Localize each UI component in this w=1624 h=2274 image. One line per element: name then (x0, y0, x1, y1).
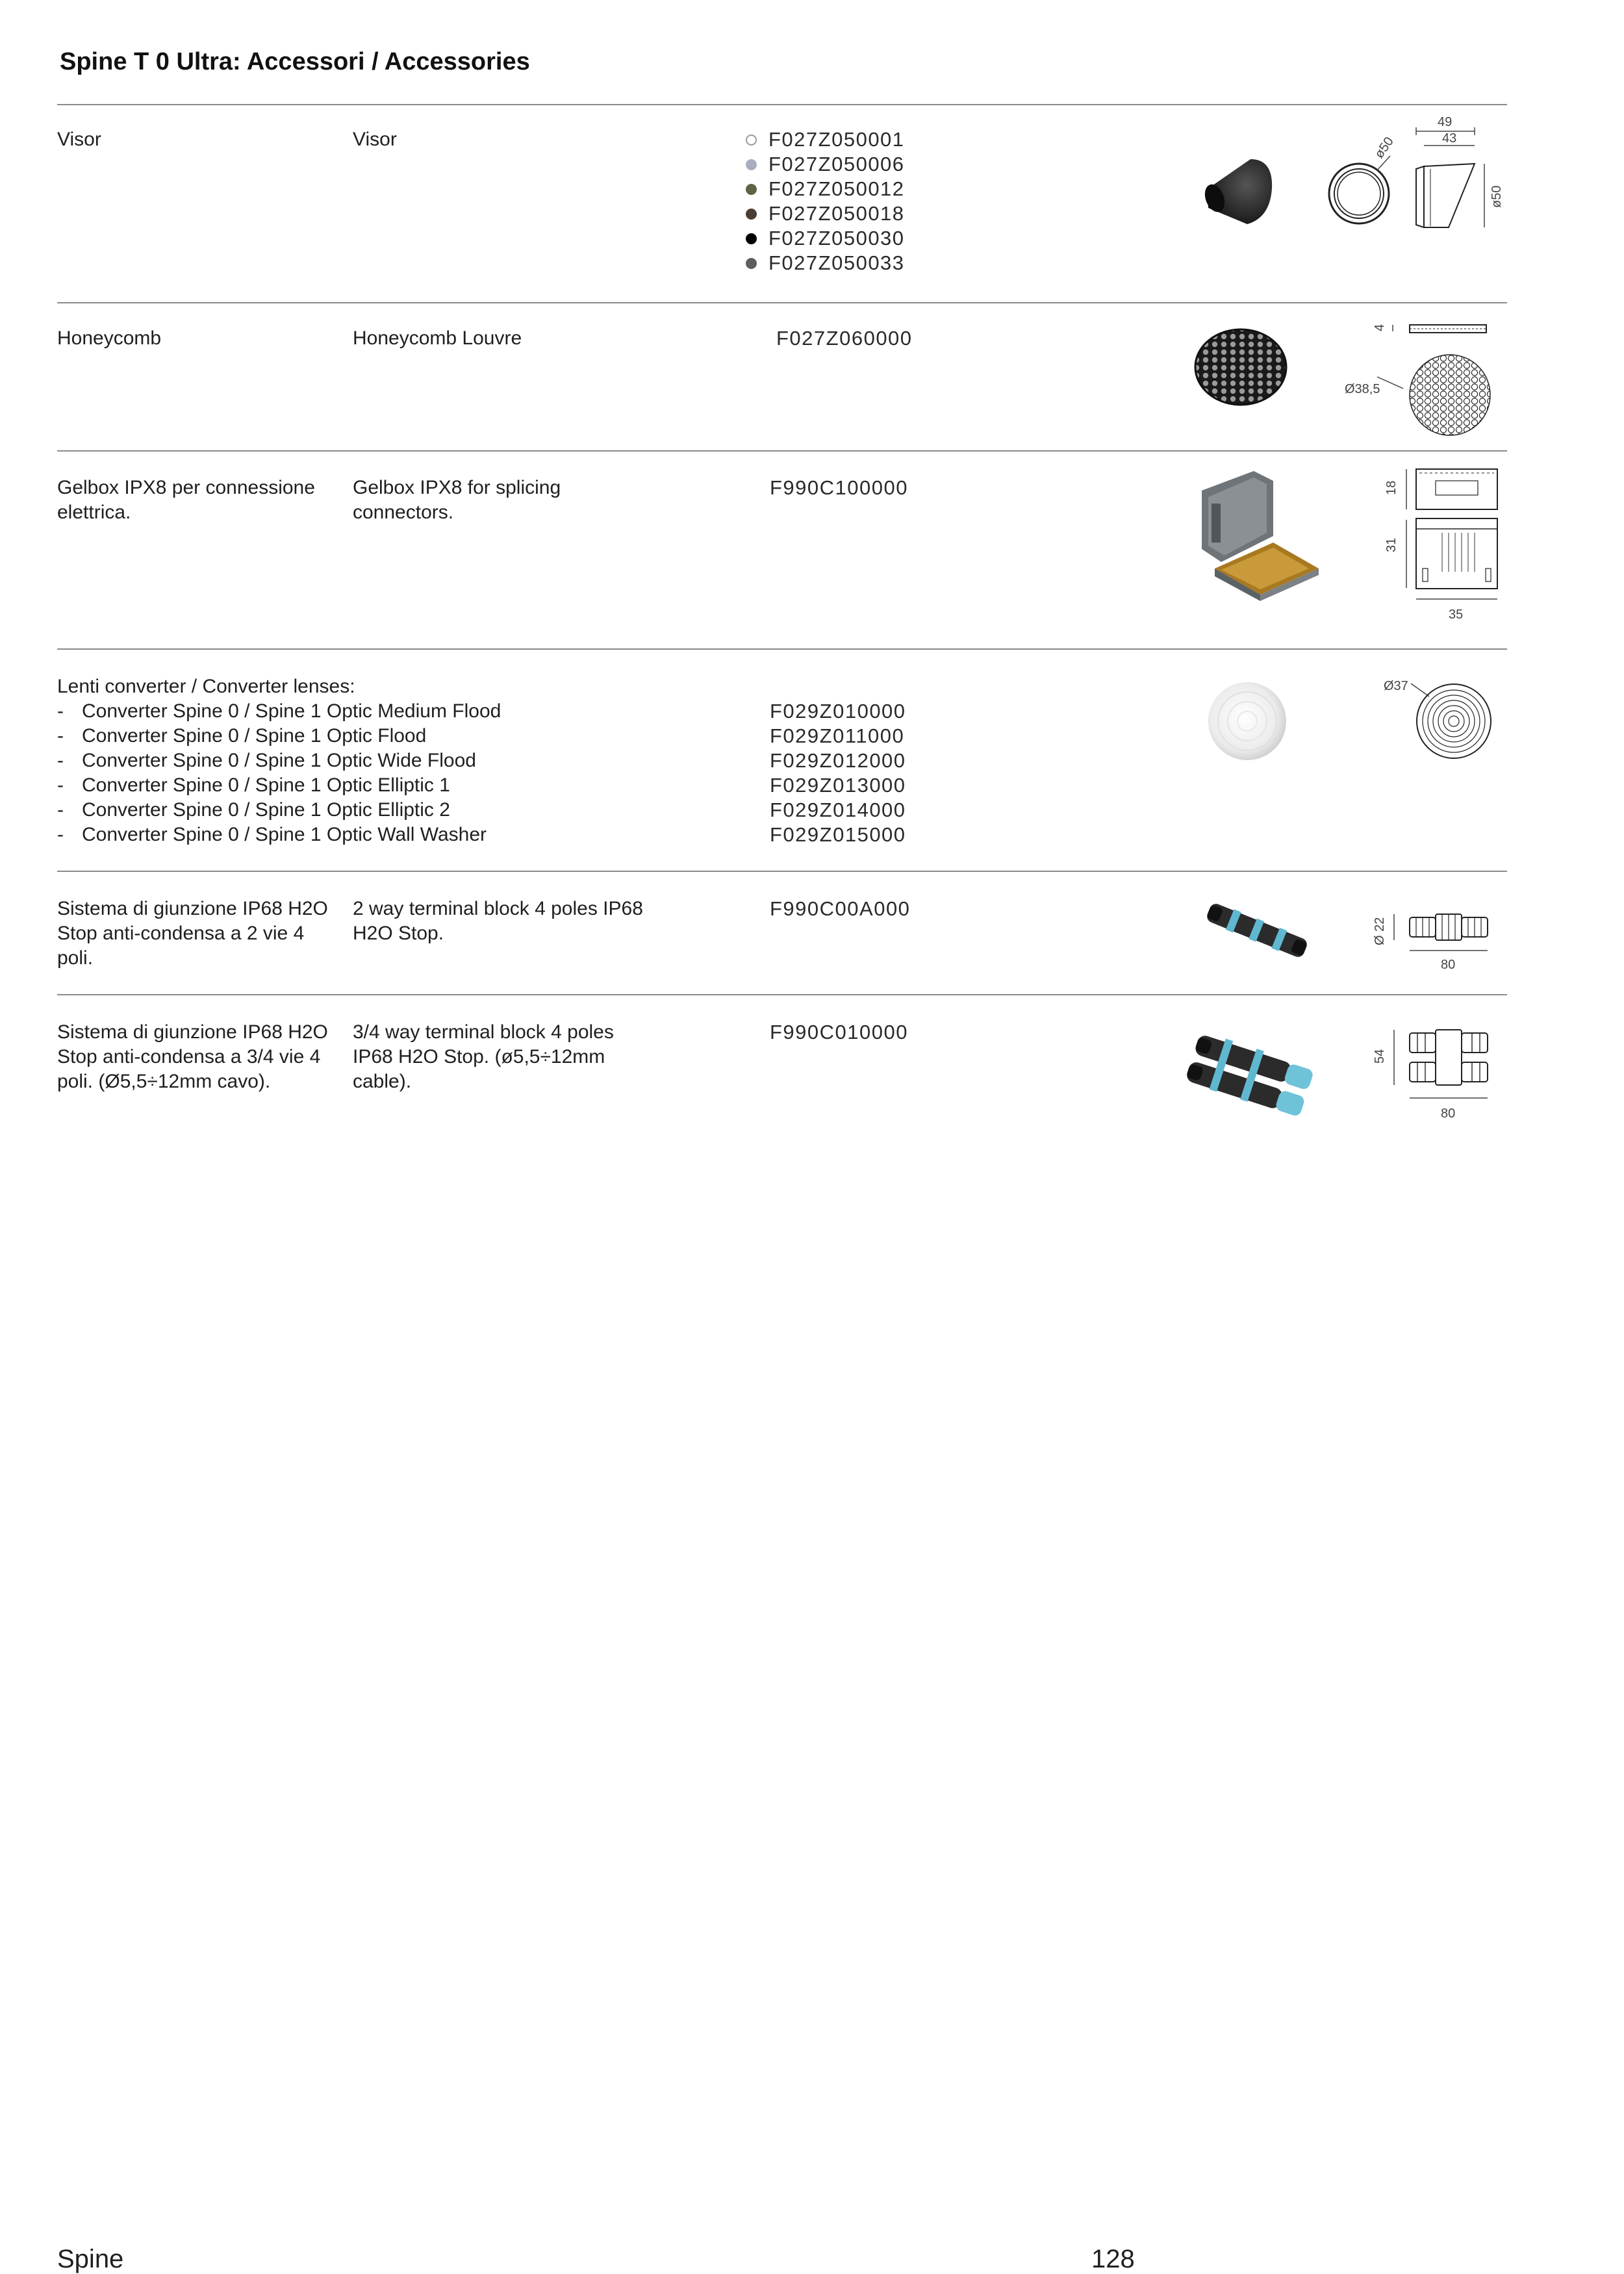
visor-name-en: Visor (353, 129, 397, 150)
list-item: - Converter Spine 0 / Spine 1 Optic Medium Flood (57, 700, 501, 722)
visor-code-item: F027Z050030 (746, 226, 905, 251)
gelbox-h2-label: 31 (1384, 537, 1399, 552)
lenses-block (57, 674, 707, 847)
gelbox-name-en: Gelbox IPX8 for splicing connectors. (353, 477, 561, 523)
color-swatch-icon (746, 184, 757, 195)
junction34-height-label: 54 (1373, 1049, 1387, 1064)
visor-code-item: F027Z050018 (746, 201, 905, 226)
junction34-code: F990C010000 (770, 1021, 908, 1043)
gelbox-width-label: 35 (1449, 607, 1464, 622)
header-divider (57, 104, 1507, 105)
row-divider (57, 994, 1507, 995)
honeycomb-thickness-label: 4 (1373, 324, 1387, 331)
lens-code: F029Z014000 (770, 798, 906, 821)
honeycomb-product-image (1192, 325, 1289, 409)
list-item: - Converter Spine 0 / Spine 1 Optic Elliptic 1 (57, 774, 450, 796)
color-swatch-icon (746, 159, 757, 170)
lens-code: F029Z011000 (770, 724, 905, 747)
visor-code-item: F027Z050006 (746, 152, 905, 177)
gelbox-h1-label: 18 (1384, 480, 1399, 495)
gelbox-code: F990C100000 (770, 476, 908, 499)
lens-technical-drawing (1371, 669, 1501, 773)
honeycomb-name-it: Honeycomb (57, 327, 162, 349)
list-item: - Converter Spine 0 / Spine 1 Optic Elliptic 2 (57, 799, 450, 821)
visor-code-item: F027Z050001 (746, 127, 905, 152)
junction2-technical-drawing (1358, 900, 1507, 978)
visor-technical-drawing (1319, 115, 1504, 240)
junction34-name-en: 3/4 way terminal block 4 poles IP68 H2O Stop. (ø5,5÷12mm cable). (353, 1021, 614, 1092)
honeycomb-diameter-label: Ø38,5 (1345, 382, 1380, 396)
lens-code: F029Z012000 (770, 749, 906, 772)
footer-section-label: Spine (57, 2245, 124, 2273)
honeycomb-technical-drawing (1338, 312, 1507, 442)
junction2-name-it: Sistema di giunzione IP68 H2O Stop anti-condensa a 2 vie 4 poli. (57, 898, 328, 969)
list-item: - Converter Spine 0 / Spine 1 Optic Wide Flood (57, 750, 476, 771)
page-number: 128 (1091, 2245, 1135, 2273)
junction2-diameter-label: Ø 22 (1373, 917, 1387, 945)
color-swatch-icon (746, 134, 757, 146)
color-swatch-icon (746, 233, 757, 244)
lens-product-image (1205, 679, 1289, 763)
junction2-name-en: 2 way terminal block 4 poles IP68 H2O Stop. (353, 898, 643, 944)
gelbox-technical-drawing (1351, 455, 1514, 637)
visor-code-item: F027Z050033 (746, 251, 905, 275)
junction34-length-label: 80 (1441, 1106, 1456, 1121)
page-title: Spine T 0 Ultra: Accessori / Accessories (60, 48, 530, 75)
gelbox-name-it: Gelbox IPX8 per connessione elettrica. (57, 477, 315, 523)
junction34-technical-drawing (1358, 1017, 1507, 1127)
honeycomb-name-en: Honeycomb Louvre (353, 327, 522, 349)
list-item: - Converter Spine 0 / Spine 1 Optic Wall Washer (57, 824, 487, 845)
color-swatch-icon (746, 209, 757, 220)
visor-code-item: F027Z050012 (746, 177, 905, 201)
visor-outer-width-label: 49 (1438, 115, 1453, 129)
visor-product-image (1195, 153, 1280, 237)
lenses-code-list (770, 699, 906, 847)
lens-code: F029Z013000 (770, 774, 906, 797)
junction2-code: F990C00A000 (770, 897, 911, 920)
honeycomb-code: F027Z060000 (776, 327, 913, 350)
color-swatch-icon (746, 258, 757, 269)
junction2-product-image (1202, 893, 1312, 968)
lens-code: F029Z015000 (770, 823, 906, 846)
row-divider (57, 648, 1507, 650)
visor-name-it: Visor (57, 129, 101, 150)
lens-code: F029Z010000 (770, 700, 906, 722)
gelbox-product-image (1189, 465, 1319, 604)
list-item: - Converter Spine 0 / Spine 1 Optic Flood (57, 725, 427, 747)
visor-code-list (746, 127, 905, 275)
junction34-product-image (1182, 1030, 1325, 1127)
row-divider (57, 871, 1507, 872)
junction2-length-label: 80 (1441, 958, 1456, 972)
row-divider (57, 302, 1507, 303)
row-divider (57, 450, 1507, 452)
junction34-name-it: Sistema di giunzione IP68 H2O Stop anti-condensa a 3/4 vie 4 poli. (Ø5,5÷12mm cavo). (57, 1021, 328, 1092)
lenses-heading: Lenti converter / Converter lenses: (57, 676, 355, 697)
visor-diameter-label: ø50 (1372, 134, 1397, 161)
lens-diameter-label: Ø37 (1384, 679, 1408, 693)
visor-inner-width-label: 43 (1442, 131, 1457, 146)
visor-height-label: ø50 (1490, 185, 1504, 208)
